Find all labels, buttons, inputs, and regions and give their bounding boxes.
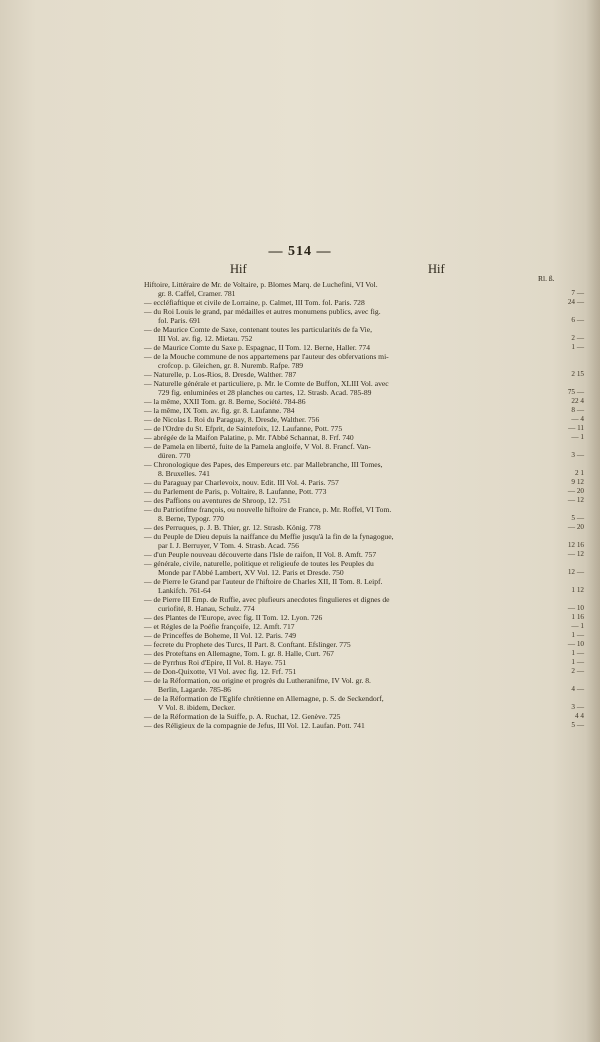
running-head-right: Hif: [428, 262, 445, 276]
entry-price: — 11: [568, 424, 584, 432]
running-head-left: Hif: [230, 262, 247, 276]
entry-price: 4 —: [571, 685, 584, 693]
entry-price: — 1: [571, 622, 584, 630]
entry-price: 2 15: [571, 370, 584, 378]
entry-title-line: — de Princeffes de Boheme, II Vol. 12. Paris. 749: [144, 631, 297, 640]
entry-continuation-line: III Vol. av. fig. 12. Mietau. 752: [158, 334, 253, 343]
entry-title-line: — de la Réformation de la Suiffe, p. A. Ruchat, 12. Genève. 725: [144, 712, 341, 721]
entry-price: 1 —: [571, 343, 584, 351]
entry-title-line: — de Nicolas I. Roi du Paraguay, 8. Dresde, Walther. 756: [144, 415, 320, 424]
entry-continuation-line: curiofité, 8. Hanau, Schulz. 774: [158, 604, 255, 613]
catalogue-entry: [134, 460, 584, 478]
entry-continuation-line: 729 fig. enluminées et 28 planches ou cartes, 12. Strasb. Acad. 785-89: [158, 388, 372, 397]
catalogue-entry: [134, 352, 554, 370]
catalogue-entry: [134, 424, 584, 433]
entry-title-line: — la même, XXII Tom. gr. 8. Berne, Société. 784-86: [144, 397, 306, 406]
entry-continuation-line: Berlin, Lagarde. 785-86: [158, 685, 231, 694]
catalogue-entry: [134, 496, 584, 505]
entry-title-line: — des Paffions ou aventures de Shroop, 12. 751: [144, 496, 291, 505]
entry-continuation-line: Monde par l'Abbé Lambert, XV Vol. 12. Paris et Dresde. 750: [158, 568, 344, 577]
catalogue-entry: [134, 505, 584, 523]
entry-continuation-line: düren. 770: [158, 451, 191, 460]
catalogue-entry: [134, 577, 584, 595]
entry-title-line: — et Régles de la Poéfie françoife, 12. Amft. 717: [144, 622, 295, 631]
catalogue-entry: [134, 433, 584, 442]
entry-title-line: — de Maurice Comte du Saxe p. Espagnac, II Tom. 12. Berne, Haller. 774: [144, 343, 371, 352]
entry-price: 1 —: [571, 658, 584, 666]
entry-title-line: — des Réligieux de la compagnie de Jefus, III Vol. 12. Laufan. Pott. 741: [144, 721, 365, 730]
currency-header: Rl. ß.: [538, 274, 555, 283]
entry-title-line: — de Pierre le Grand par l'auteur de l'hiftoire de Charles XII, II Tom. 8. Leipf.: [144, 577, 383, 586]
entry-price: 1 16: [571, 613, 584, 621]
catalogue-entry: [134, 280, 584, 298]
entry-title-line: — la même, IX Tom. av. fig. gr. 8. Laufanne. 784: [144, 406, 295, 415]
entry-title-line: — eccléfiaftique et civile de Lorraine, p. Calmet, III Tom. fol. Paris. 728: [144, 298, 365, 307]
page-edge-shadow: [586, 0, 600, 1042]
entry-price: 24 —: [567, 298, 584, 306]
entry-price: — 12: [567, 550, 584, 558]
entry-title-line: — du Patriotifme françois, ou nouvelle hiftoire de France, p. Mr. Roffel, VI Tom.: [144, 505, 392, 514]
entry-title-line: — du Peuple de Dieu depuis la naiffance du Meffie jusqu'à la fin de la fynagogue,: [144, 532, 394, 541]
catalogue-entry: [134, 676, 584, 694]
catalogue-entry: [134, 613, 584, 622]
catalogue-entry: [134, 667, 584, 676]
entry-price: 12 16: [567, 541, 584, 549]
entry-title-line: — de la Réformation de l'Eglife chrétienne en Allemagne, p. S. de Seckendorf,: [144, 694, 384, 703]
entry-price: 9 12: [571, 478, 584, 486]
catalogue-entry: [134, 694, 584, 712]
catalogue-entry: [134, 298, 584, 307]
catalogue-entry: [134, 532, 584, 550]
entry-title-line: — de la Réformation, ou origine et progrès du Lutheranifme, IV Vol. gr. 8.: [144, 676, 371, 685]
catalogue-entry: [134, 379, 584, 397]
catalogue-entry: [134, 622, 584, 631]
catalogue-entry: [134, 658, 584, 667]
entry-continuation-line: 8. Bruxelles. 741: [158, 469, 210, 478]
entry-price: 5 —: [571, 721, 584, 729]
catalogue-entry: [134, 550, 584, 559]
entry-price: 3 —: [571, 451, 584, 459]
catalogue-entry: [134, 640, 584, 649]
entry-price: — 1: [571, 433, 584, 441]
catalogue-entry: [134, 721, 584, 730]
catalogue-entry: [134, 649, 584, 658]
entry-title-line: — des Perruques, p. J. B. Thier, gr. 12. Strasb. König. 778: [144, 523, 321, 532]
catalogue-entry: [134, 478, 584, 487]
entry-price: 2 —: [571, 667, 584, 675]
entry-price: — 10: [567, 640, 584, 648]
entry-continuation-line: crofcop. p. Gleichen, gr. 8. Nuremb. Rafpe. 789: [158, 361, 304, 370]
entry-title-line: Hiftoire, Littéraire de Mr. de Voltaire, p. Blomes Marq. de Luchefini, VI Vol.: [144, 280, 378, 289]
catalogue-entry: [134, 406, 584, 415]
entry-price: 1 —: [571, 649, 584, 657]
catalogue-entry: [134, 712, 584, 721]
entry-title-line: — de Maurice Comte de Saxe, contenant toutes les particularités de fa Vie,: [144, 325, 372, 334]
entry-title-line: — du Paraguay par Charlevoix, nouv. Edit. III Vol. 4. Paris. 757: [144, 478, 339, 487]
entry-price: 1 —: [571, 631, 584, 639]
entry-title-line: — de Pamela en liberté, fuite de la Pamela angloife, V Vol. 8. Francf. Van-: [144, 442, 371, 451]
entry-title-line: — des Proteftans en Allemagne, Tom. I. gr. 8. Halle, Curt. 767: [144, 649, 334, 658]
catalogue-entry: [134, 307, 584, 325]
page-number: — 514 —: [268, 244, 332, 259]
entry-title-line: — fecrete du Prophete des Turcs, II Part. 8. Conftant. Efslinger. 775: [144, 640, 351, 649]
entry-continuation-line: par I. J. Berruyer, V Tom. 4. Strasb. Acad. 756: [158, 541, 299, 550]
entry-title-line: — abrégée de la Maifon Palatine, p. Mr. l'Abbé Schannat, 8. Frf. 740: [144, 433, 354, 442]
entry-title-line: — d'un Peuple nouveau découverte dans l'Isle de raifon, II Vol. 8. Amft. 757: [144, 550, 377, 559]
entry-title-line: — de Pyrrhus Roi d'Epire, II Vol. 8. Haye. 751: [144, 658, 287, 667]
entry-title-line: — du Parlement de Paris, p. Voltaire, 8. Laufanne, Pott. 773: [144, 487, 327, 496]
entry-continuation-line: V Vol. 8. ibidem, Decker.: [158, 703, 236, 712]
entry-price: — 10: [567, 604, 584, 612]
catalogue-entry: [134, 523, 584, 532]
entry-price: 3 —: [571, 703, 584, 711]
entry-price: 2 1: [575, 469, 584, 477]
entry-price: — 4: [571, 415, 584, 423]
entry-title-line: — Naturelle générale et particuliere, p. Mr. le Comte de Buffon, XLIII Vol. avec: [144, 379, 389, 388]
catalogue-entry: [134, 442, 584, 460]
catalogue-entry: [134, 343, 584, 352]
running-heads: [0, 262, 600, 283]
entry-title-line: — Naturelle, p. Los-Rios, 8. Dresde, Walther. 787: [144, 370, 297, 379]
entry-title-line: — de la Mouche commune de nos appartemens par l'auteur des obfervations mi-: [144, 352, 389, 361]
entry-title-line: — des Plantes de l'Europe, avec fig. II Tom. 12. Lyon. 726: [144, 613, 323, 622]
entry-continuation-line: 8. Berne, Typogr. 770: [158, 514, 224, 523]
entry-price: 6 —: [571, 316, 584, 324]
entry-continuation-line: fol. Paris. 691: [158, 316, 201, 325]
entry-title-line: — Chronologique des Papes, des Empereurs etc. par Mallebranche, III Tomes,: [144, 460, 383, 469]
entry-price: — 20: [567, 487, 584, 495]
catalogue-entry: [134, 370, 584, 379]
entry-price: 22 4: [571, 397, 584, 405]
entry-price: 75 —: [567, 388, 584, 396]
entry-title-line: — du Roi Louis le grand, par médailles et autres monumens publics, avec fig.: [144, 307, 381, 316]
entry-title-line: — de Pierre III Emp. de Ruffie, avec plufieurs anecdotes fingulieres et dignes de: [144, 595, 390, 604]
entry-title-line: — de l'Ordre du St. Efprit, de Saintefoix, 12. Laufanne, Pott. 775: [144, 424, 343, 433]
catalogue-entry: [134, 631, 584, 640]
entry-price: 8 —: [571, 406, 584, 414]
entry-price: 12 —: [567, 568, 584, 576]
entry-price: 2 —: [571, 334, 584, 342]
entry-price: — 20: [567, 523, 584, 531]
entry-continuation-line: Lankifch. 761-64: [158, 586, 211, 595]
catalogue-entry: [134, 559, 584, 577]
entry-continuation-line: gr. 8. Caffel, Cramer. 781: [158, 289, 236, 298]
entry-price: 5 —: [571, 514, 584, 522]
catalogue-entries: [134, 280, 584, 730]
catalogue-entry: [134, 487, 584, 496]
entry-title-line: — générale, civile, naturelle, politique et religieufe de toutes les Peuples du: [144, 559, 374, 568]
entry-title-line: — de Don-Quixotte, VI Vol. avec fig. 12. Frf. 751: [144, 667, 297, 676]
catalogue-entry: [134, 595, 584, 613]
catalogue-entry: [134, 415, 584, 424]
entry-price: 4 4: [575, 712, 584, 720]
catalogue-entry: [134, 325, 584, 343]
catalogue-entry: [134, 397, 584, 406]
entry-price: 7 —: [571, 289, 584, 297]
entry-price: 1 12: [571, 586, 584, 594]
entry-price: — 12: [567, 496, 584, 504]
